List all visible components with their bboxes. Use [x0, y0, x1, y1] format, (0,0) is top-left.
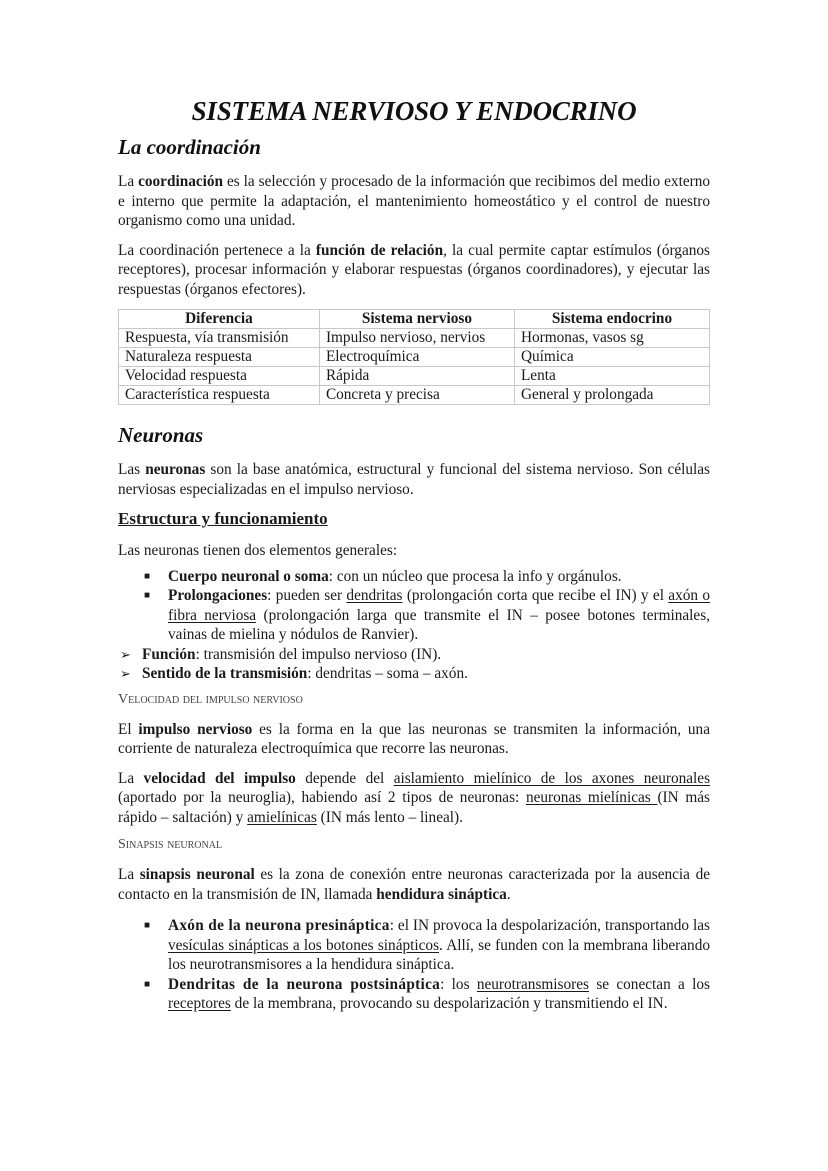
- underlined-term: neurotransmisores: [476, 975, 589, 993]
- table-cell: Impulso nervioso, nervios: [319, 329, 514, 348]
- bold-term: Axón de la neurona presináptica: [168, 917, 390, 934]
- paragraph-impulso-nervioso: [118, 720, 710, 759]
- underlined-term: vesículas sinápticas a los botones sinápticos: [168, 936, 440, 954]
- table-cell: Velocidad respuesta: [119, 367, 320, 386]
- bold-term: Función: [142, 645, 196, 663]
- bullet-list-sinapsis: [118, 916, 710, 1014]
- text: : con un núcleo que procesa la info y orgánulos.: [328, 567, 622, 585]
- section-heading-neuronas: Neuronas: [118, 423, 204, 447]
- bold-term: hendidura sináptica: [376, 885, 507, 903]
- comparison-table: [118, 309, 710, 405]
- table-row: [119, 367, 710, 386]
- bold-term: Cuerpo neuronal o soma: [168, 567, 329, 585]
- paragraph-neuronas-definition: [118, 460, 710, 499]
- table-header-row: [119, 310, 710, 329]
- text: La: [118, 173, 139, 190]
- underlined-term: amielínicas: [247, 808, 317, 826]
- document-title: SISTEMA NERVIOSO Y ENDOCRINO: [191, 96, 637, 126]
- text: es la forma en la que las neuronas se transmiten la información, una corriente de naturaleza electroquímica que recorre las neuronas.: [118, 720, 710, 757]
- square-bullet-icon: ■: [144, 978, 151, 990]
- bold-term: función de relación: [315, 241, 444, 259]
- list-item: [118, 567, 710, 587]
- table-cell: Respuesta, vía transmisión: [119, 329, 320, 348]
- text: La: [118, 769, 144, 787]
- square-bullet-icon: ■: [144, 590, 151, 601]
- paragraph-coordinacion-definition: [118, 172, 710, 231]
- text: : los: [440, 975, 477, 993]
- paragraph-sinapsis: [118, 865, 710, 904]
- list-item: [118, 645, 710, 665]
- table-cell: Característica respuesta: [119, 386, 320, 405]
- bold-term: Prolongaciones: [168, 587, 268, 604]
- table-cell: Naturaleza respuesta: [119, 348, 320, 367]
- underlined-term: aislamiento mielínico de los axones neuronales: [393, 769, 711, 787]
- table-cell: General y prolongada: [514, 386, 709, 405]
- underlined-term: dendritas: [346, 587, 403, 604]
- document-page: [118, 96, 710, 1014]
- bold-term: Sentido de la transmisión: [142, 665, 308, 682]
- text: . Allí, se funden con la membrana liberando los neurotransmisores a la hendidura sináptica.: [168, 936, 711, 973]
- table-header-cell: Sistema endocrino: [514, 310, 709, 329]
- text: : transmisión del impulso nervioso (IN).: [195, 645, 442, 663]
- bullet-list-estructura: [118, 567, 710, 645]
- table-cell: Lenta: [514, 367, 709, 386]
- bold-term: velocidad del impulso: [143, 769, 296, 787]
- table-cell: Química: [514, 348, 709, 367]
- text: (aportado por la neuroglia), habiendo así 2 tipos de neuronas:: [118, 789, 526, 806]
- text: : dendritas – soma – axón.: [307, 665, 468, 682]
- text: es la zona de conexión entre neuronas caracterizada por la ausencia de contacto en la transmisión de IN, llamada: [118, 866, 711, 903]
- subheading-estructura: Estructura y funcionamiento: [118, 509, 328, 528]
- text: Las: [118, 461, 146, 478]
- subheading-velocidad: Velocidad del impulso nervioso: [118, 691, 303, 707]
- list-item: [118, 916, 710, 975]
- text: La coordinación pertenece a la: [118, 241, 316, 259]
- text: (prolongación corta que recibe el IN) y el: [402, 587, 669, 604]
- bold-term: Dendritas de la neurona postsináptica: [168, 975, 441, 993]
- table-row: [119, 348, 710, 367]
- list-item: [118, 975, 710, 1014]
- text: (prolongación larga que transmite el IN – posee botones terminales, vainas de mielina y nódulos de Ranvier).: [168, 606, 710, 643]
- paragraph-funcion-relacion: [118, 241, 710, 300]
- text: : pueden ser: [267, 587, 347, 604]
- square-bullet-icon: ■: [144, 570, 151, 582]
- table-header-cell: Sistema nervioso: [319, 310, 514, 329]
- text: son la base anatómica, estructural y funcional del sistema nervioso. Son células nerviosas especializadas en el impulso nervioso.: [118, 461, 711, 498]
- bold-term: impulso nervioso: [138, 720, 253, 738]
- paragraph-estructura-intro: Las neuronas tienen dos elementos generales:: [118, 542, 398, 559]
- text: El: [118, 720, 139, 738]
- list-item: [118, 586, 710, 645]
- table-row: [119, 386, 710, 405]
- arrow-list-estructura: [118, 645, 710, 684]
- subheading-sinapsis: Sinapsis neuronal: [118, 837, 223, 852]
- text: es la selección y procesado de la información que recibimos del medio externo e interno que permite la adaptación, el mantenimiento homeostático y el control de nuestro organismo como una unidad.: [118, 173, 710, 229]
- paragraph-velocidad-impulso: [118, 769, 710, 828]
- bold-term: sinapsis neuronal: [139, 866, 255, 883]
- table-cell: Concreta y precisa: [319, 386, 514, 405]
- arrow-bullet-icon: ➢: [120, 666, 131, 681]
- table-row: [119, 329, 710, 348]
- text: , la cual permite captar estímulos (órganos receptores), procesar información y elaborar respuestas (órganos coordinadores), y ejecutar las respuestas (órganos efectores).: [118, 241, 710, 298]
- bold-term: neuronas: [145, 461, 206, 478]
- arrow-bullet-icon: ➢: [120, 646, 131, 662]
- text: de la membrana, provocando su despolarización y transmitiendo el IN.: [230, 995, 668, 1012]
- text: depende del: [295, 769, 394, 787]
- underlined-term: neuronas mielínicas: [525, 789, 658, 806]
- table-header-cell: Diferencia: [119, 310, 320, 329]
- text: La: [118, 866, 140, 883]
- text: (IN más lento – lineal).: [316, 808, 463, 826]
- table-cell: Hormonas, vasos sg: [514, 329, 709, 348]
- table-cell: Electroquímica: [319, 348, 514, 367]
- text: .: [506, 885, 511, 903]
- underlined-term: receptores: [168, 995, 231, 1012]
- square-bullet-icon: ■: [144, 920, 151, 931]
- list-item: [118, 664, 710, 684]
- bold-term: coordinación: [138, 173, 224, 190]
- text: (IN más rápido – saltación) y: [118, 789, 710, 826]
- section-heading-coordinacion: La coordinación: [118, 135, 261, 159]
- table-cell: Rápida: [319, 367, 514, 386]
- text: : el IN provoca la despolarización, transportando las: [389, 917, 710, 934]
- underlined-term: axón o fibra nerviosa: [168, 587, 710, 624]
- text: se conectan a los: [589, 975, 710, 993]
